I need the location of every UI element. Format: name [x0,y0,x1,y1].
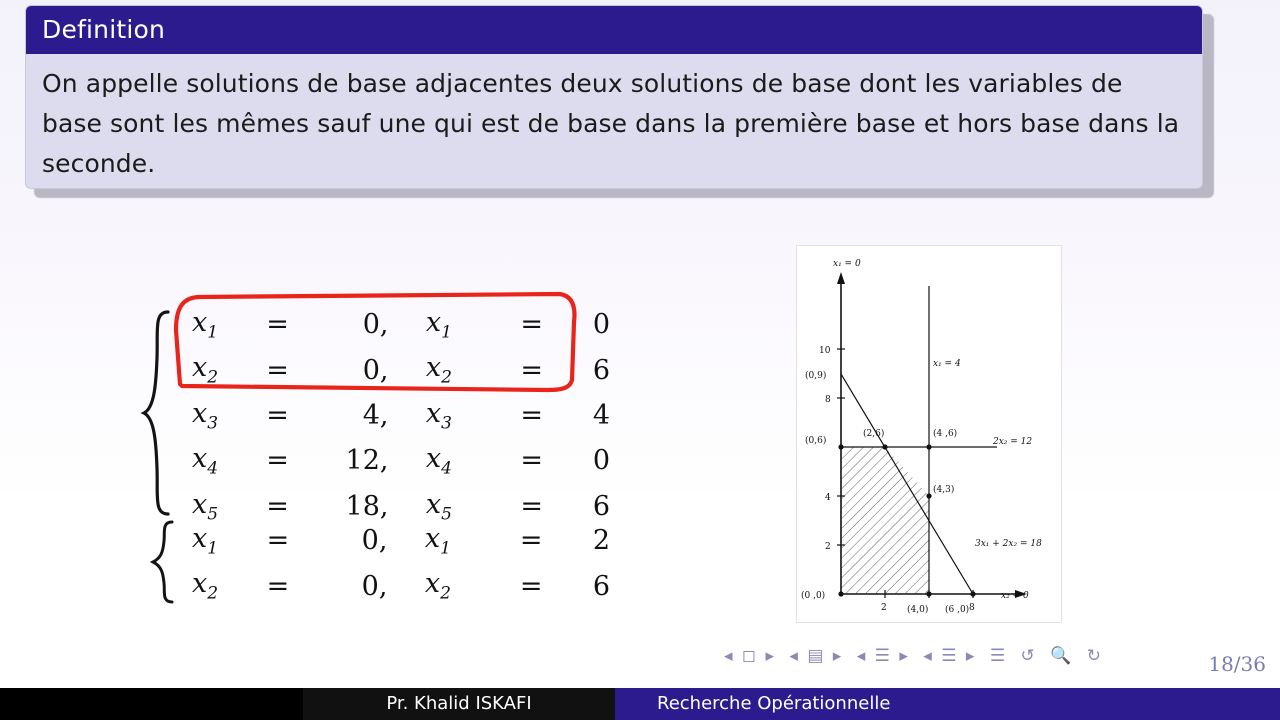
comma: , [379,445,389,477]
var-label: x [192,307,208,338]
value: 6 [592,490,610,522]
svg-text:(6 ,0): (6 ,0) [945,605,970,615]
svg-text:10: 10 [819,346,831,356]
var-subscript: 1 [441,322,452,343]
var-subscript: 3 [441,413,452,434]
equation-table-group-2 [178,518,610,609]
equals-sign: = [519,570,543,602]
var-subscript: 2 [440,583,451,604]
var-subscript: 5 [207,503,219,524]
page-number: 18/36 [1208,652,1266,676]
var-label: x [192,488,208,520]
svg-text:8: 8 [825,395,831,405]
beamer-navigation-bar[interactable] [724,646,1109,666]
comma: , [379,354,389,386]
nav-back-icon[interactable]: ↺ [1020,646,1037,666]
svg-text:3x₁ + 2x₂ = 18: 3x₁ + 2x₂ = 18 [975,539,1042,549]
svg-text:(0,9): (0,9) [805,371,827,381]
var-subscript: 1 [207,538,219,559]
svg-text:2: 2 [825,542,831,552]
equation-table-group-1 [178,302,610,529]
comma: , [379,309,389,341]
equals-sign: = [266,570,290,602]
equation-row [178,302,610,347]
svg-text:x₁ = 4: x₁ = 4 [933,359,961,369]
var-label: x [425,397,442,429]
value: 18 [345,490,380,522]
var-subscript: 1 [207,322,219,343]
var-subscript: 1 [440,538,451,559]
svg-text:(4,3): (4,3) [933,485,955,495]
var-subscript: 2 [441,367,452,388]
equals-sign: = [520,354,543,386]
value: 2 [592,525,610,557]
value: 0 [361,525,379,557]
value: 0 [361,570,379,602]
var-subscript: 4 [207,458,219,479]
var-label: x [192,568,208,600]
var-subscript: 2 [207,583,219,604]
equals-sign: = [520,445,543,477]
value: 4 [592,399,610,431]
value: 6 [592,570,610,602]
var-label: x [425,443,442,475]
var-label: x [192,352,208,384]
brace-group-2 [150,520,176,604]
svg-text:2: 2 [881,603,887,613]
nav-forward-icon[interactable]: ↻ [1086,646,1103,666]
comma: , [379,399,389,431]
nav-subsection-icon[interactable]: ◂ ☰ ▸ [856,646,910,666]
var-label: x [424,568,441,600]
var-subscript: 5 [441,503,452,524]
equation-row [178,393,610,438]
equals-sign: = [520,490,543,522]
equals-sign: = [266,309,289,341]
var-subscript: 2 [207,367,219,388]
equals-sign: = [266,399,289,431]
var-subscript: 3 [207,413,219,434]
equation-system [140,292,610,612]
definition-block [26,6,1202,188]
equation-row [178,347,610,392]
footer-bar [0,688,1280,720]
comma: , [378,525,388,557]
svg-text:2x₂ = 12: 2x₂ = 12 [993,437,1033,447]
var-label: x [425,488,442,520]
equals-sign: = [520,399,543,431]
equals-sign: = [520,309,543,341]
equation-row [178,518,610,563]
lp-graph-figure [796,245,1062,623]
nav-prev-frame-icon[interactable]: ◂ ▤ ▸ [789,646,844,666]
svg-text:(4,0): (4,0) [907,605,929,615]
svg-text:(2,6): (2,6) [863,429,885,439]
equals-sign: = [266,525,290,557]
nav-search-icon[interactable]: 🔍 [1050,646,1074,666]
var-label: x [425,307,442,338]
equals-sign: = [266,445,289,477]
svg-text:x₂ = 0: x₂ = 0 [1001,591,1029,601]
equation-row [178,563,610,608]
value: 12 [345,445,380,477]
svg-text:8: 8 [969,603,975,613]
equals-sign: = [519,525,543,557]
svg-text:(4 ,6): (4 ,6) [933,429,958,439]
value: 0 [592,309,610,341]
equals-sign: = [266,490,289,522]
nav-toc-icon[interactable]: ☰ [989,646,1008,666]
footer-left-block [0,688,303,720]
var-label: x [192,443,208,475]
svg-text:(0,6): (0,6) [805,436,827,446]
nav-first-slide-icon[interactable]: ◂ ◻ ▸ [724,646,776,666]
value: 0 [362,309,380,341]
nav-section-icon[interactable]: ◂ ☰ ▸ [923,646,977,666]
footer-author: Pr. Khalid ISKAFI [303,688,615,720]
value: 0 [362,354,380,386]
var-subscript: 4 [441,458,452,479]
svg-text:x₁ = 0: x₁ = 0 [833,259,861,269]
footer-course-title: Recherche Opérationnelle [615,688,1280,720]
svg-text:(0 ,0): (0 ,0) [801,591,826,601]
definition-text: On appelle solutions de base adjacentes deux solutions de base dont les variables de base sont les mêmes sauf une qui est de base dans la première base et hors base dans la seconde. [42,69,1180,178]
var-label: x [192,523,208,554]
value: 6 [592,354,610,386]
brace-group-1 [140,310,174,516]
equation-row [178,438,610,483]
value: 4 [362,399,380,431]
comma: , [379,490,389,522]
svg-text:4: 4 [825,493,831,503]
var-label: x [192,397,208,429]
comma: , [378,570,388,602]
equals-sign: = [266,354,289,386]
value: 0 [592,445,610,477]
var-label: x [424,523,441,554]
definition-title: Definition [26,6,1202,54]
var-label: x [425,352,442,384]
